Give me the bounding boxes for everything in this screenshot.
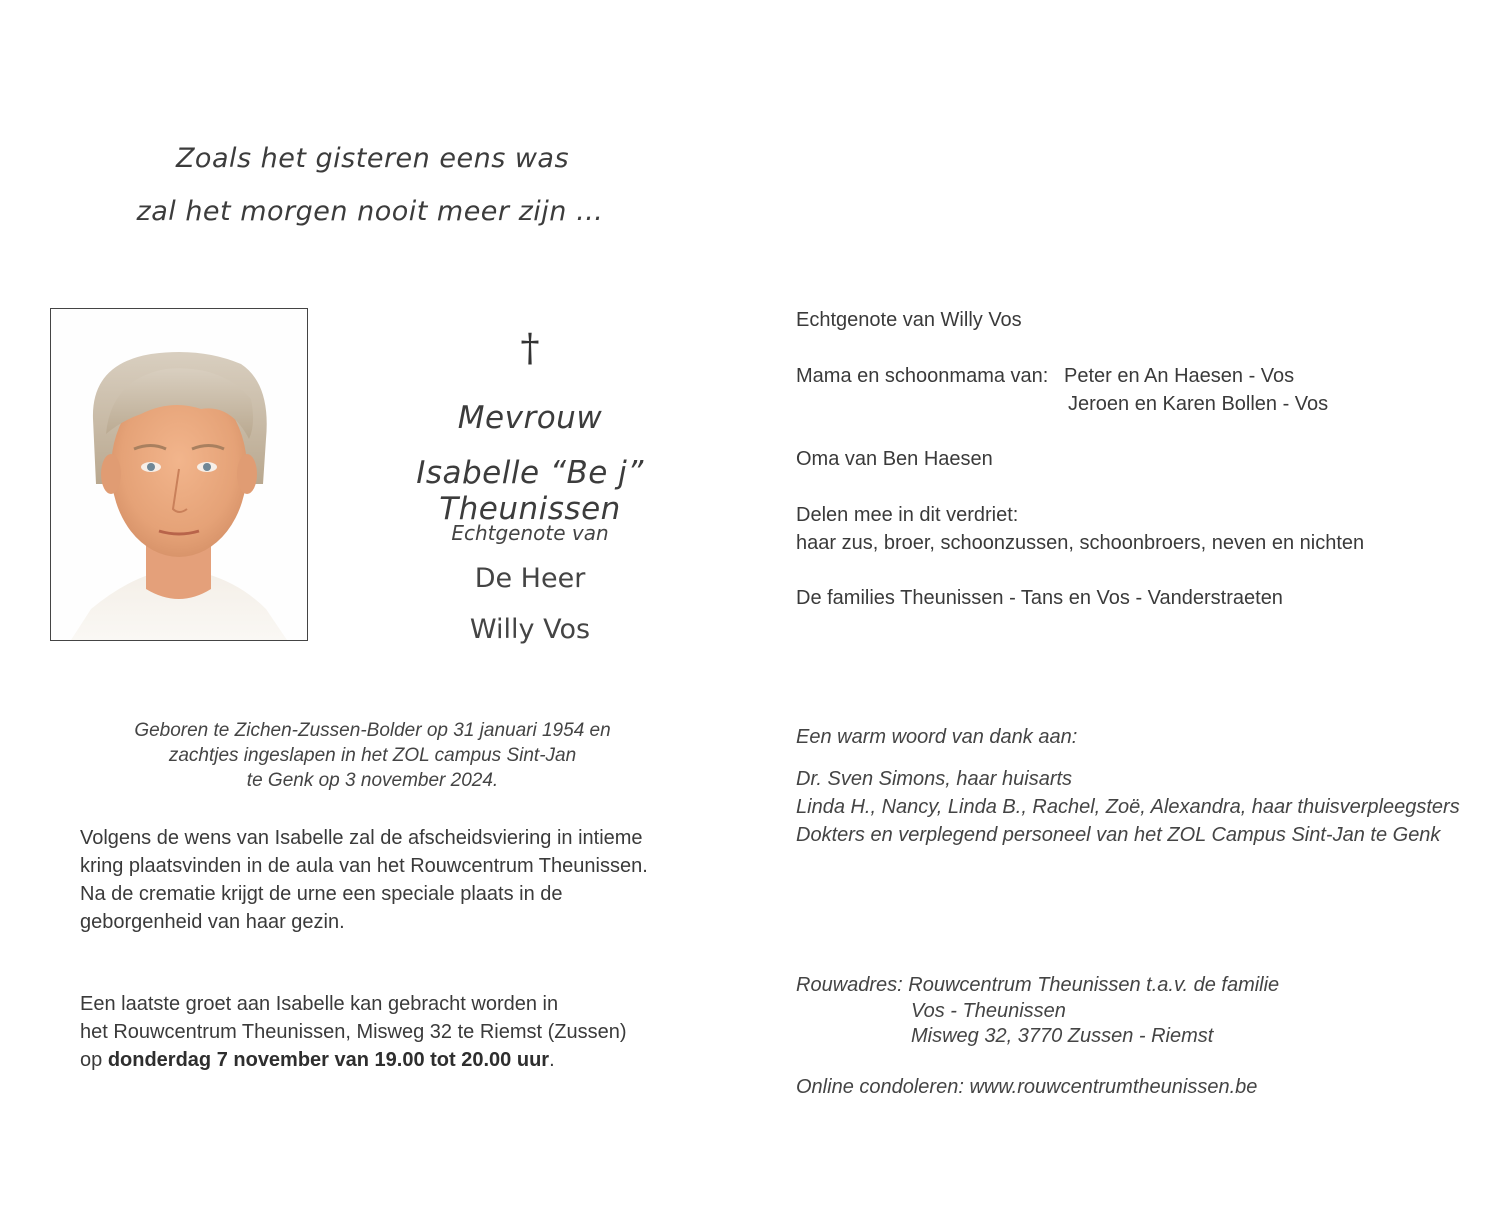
ceremony-line: kring plaatsvinden in de aula van het Rouwcentrum Theunissen. bbox=[80, 855, 648, 877]
cross-icon: † bbox=[520, 326, 540, 370]
title-mevrouw: Mevrouw bbox=[457, 400, 603, 436]
farewell-prefix: op bbox=[80, 1049, 108, 1071]
deceased-name: Isabelle “Be j” Theunissen bbox=[416, 455, 644, 527]
thanks-line-2: Linda H., Nancy, Linda B., Rachel, Zoë, Alexandra, haar thuisverpleegsters bbox=[796, 796, 1460, 818]
thanks-line-3: Dokters en verplegend personeel van het ZOL Campus Sint-Jan te Genk bbox=[796, 824, 1441, 846]
birth-line-2: zachtjes ingeslapen in het ZOL campus Sint-Jan bbox=[168, 745, 577, 766]
ceremony-line: Volgens de wens van Isabelle zal de afscheidsviering in intieme bbox=[80, 827, 643, 849]
grandmother-line: Oma van Ben Haesen bbox=[796, 448, 993, 470]
birth-line-1: Geboren te Zichen-Zussen-Bolder op 31 januari 1954 en bbox=[134, 720, 611, 741]
child-family-1: Peter en An Haesen - Vos bbox=[1064, 365, 1295, 387]
families-line: De families Theunissen - Tans en Vos - Vanderstraeten bbox=[796, 587, 1283, 609]
thanks-line-1: Dr. Sven Simons, haar huisarts bbox=[796, 768, 1073, 790]
visit-time: donderdag 7 november van 19.00 tot 20.00 uur bbox=[107, 1049, 550, 1071]
spouse-line: Echtgenote van Willy Vos bbox=[796, 309, 1022, 331]
spouse-name: Willy Vos bbox=[469, 614, 591, 645]
spouse-of-label: Echtgenote van bbox=[451, 521, 609, 545]
share-grief-heading: Delen mee in dit verdriet: bbox=[796, 504, 1019, 526]
portrait-photo bbox=[50, 308, 308, 641]
ceremony-paragraph bbox=[80, 824, 720, 936]
mourning-address-line-2: Vos - Theunissen bbox=[911, 1000, 1066, 1022]
quote-line-2: zal het morgen nooit meer zijn … bbox=[136, 196, 604, 227]
mourning-address-line-3: Misweg 32, 3770 Zussen - Riemst bbox=[911, 1025, 1214, 1047]
child-family-2: Jeroen en Karen Bollen - Vos bbox=[1068, 393, 1329, 415]
farewell-line-3 bbox=[80, 1046, 720, 1074]
thanks-heading: Een warm woord van dank aan: bbox=[796, 726, 1078, 748]
online-condolence-link[interactable]: Online condoleren: www.rouwcentrumtheunissen.be bbox=[796, 1076, 1258, 1098]
farewell-paragraph bbox=[80, 990, 720, 1074]
farewell-line-2: het Rouwcentrum Theunissen, Misweg 32 te Riemst (Zussen) bbox=[80, 1021, 627, 1043]
mama-label: Mama en schoonmama van: bbox=[796, 365, 1049, 387]
ceremony-line: geborgenheid van haar gezin. bbox=[80, 911, 345, 933]
share-grief-text: haar zus, broer, schoonzussen, schoonbroers, neven en nichten bbox=[796, 532, 1365, 554]
ceremony-line: Na de crematie krijgt de urne een speciale plaats in de bbox=[80, 883, 563, 905]
birth-line-3: te Genk op 3 november 2024. bbox=[246, 770, 499, 791]
spouse-title: De Heer bbox=[474, 563, 586, 594]
farewell-line-1: Een laatste groet aan Isabelle kan gebracht worden in bbox=[80, 993, 559, 1015]
mourning-address-line-1: Rouwadres: Rouwcentrum Theunissen t.a.v. de familie bbox=[796, 974, 1280, 996]
farewell-suffix: . bbox=[549, 1049, 555, 1071]
portrait-image bbox=[51, 309, 307, 640]
quote-line-1: Zoals het gisteren eens was bbox=[175, 143, 570, 174]
